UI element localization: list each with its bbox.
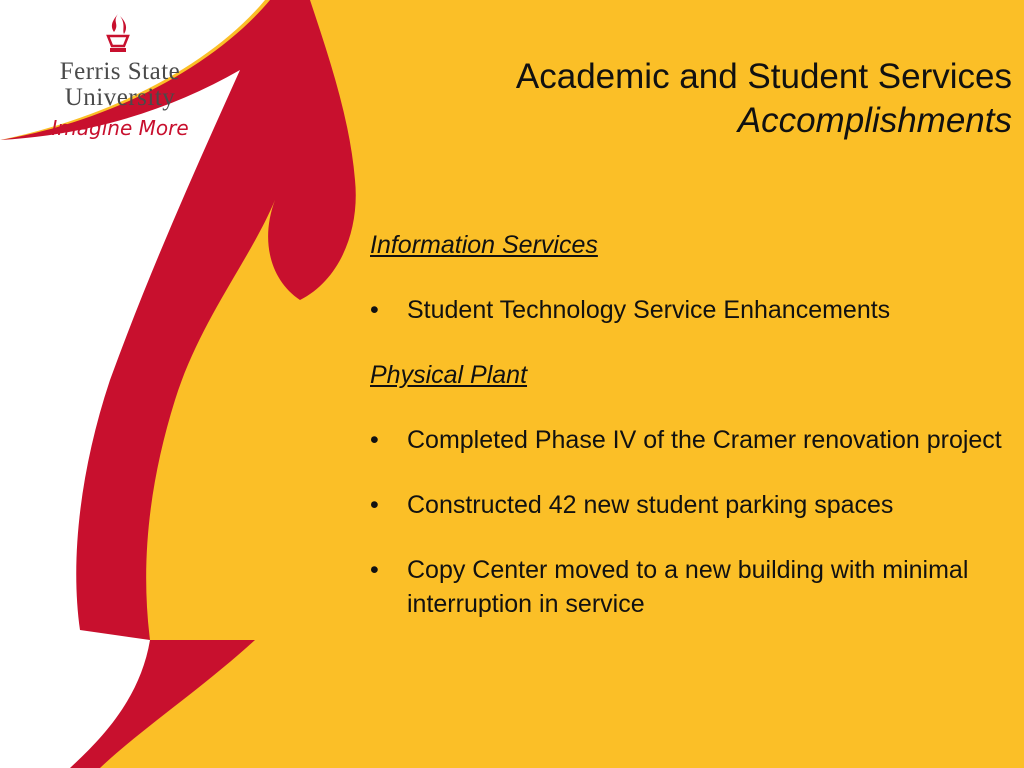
- logo-tagline: Imagine More: [51, 116, 189, 140]
- bullet-item: [370, 488, 1010, 522]
- bullet-text: Constructed 42 new student parking spaces: [407, 491, 894, 519]
- bullet-text: Student Technology Service Enhancements: [407, 296, 891, 324]
- bullet-glyph: •: [370, 426, 379, 454]
- section-heading-physical-plant: Physical Plant: [370, 361, 528, 389]
- bullet-glyph: •: [370, 556, 379, 584]
- bullet-text: Completed Phase IV of the Cramer renovation project: [407, 426, 1002, 454]
- bullet-text: Copy Center moved to a new building with minimal interruption in service: [407, 556, 969, 618]
- bullet-item: [370, 293, 1010, 327]
- bullet-glyph: •: [370, 296, 379, 324]
- slide-title: [516, 55, 1012, 143]
- university-logo: [30, 10, 210, 160]
- slide-content: [370, 228, 1010, 652]
- bullet-glyph: •: [370, 491, 379, 519]
- bullet-item: [370, 423, 1010, 457]
- bullet-item: [370, 553, 1010, 621]
- logo-text-line2: University: [64, 84, 176, 111]
- title-subtitle: Accomplishments: [737, 101, 1012, 140]
- section-heading-information-services: Information Services: [370, 231, 598, 259]
- logo-text-line1: Ferris State: [59, 58, 181, 85]
- torch-icon: [98, 12, 138, 56]
- title-main: Academic and Student Services: [515, 57, 1012, 96]
